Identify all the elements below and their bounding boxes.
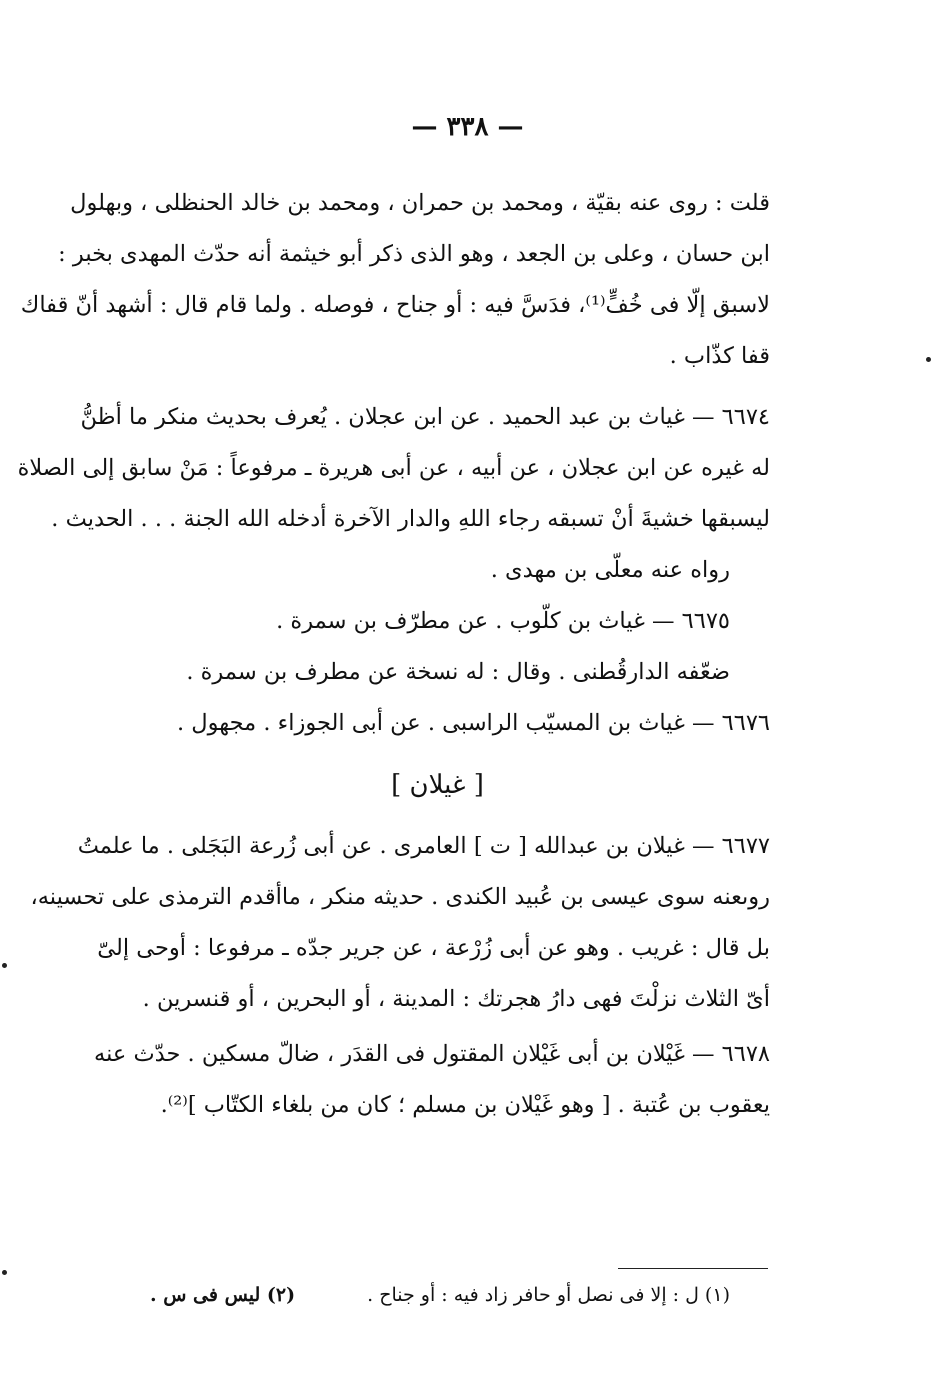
main-text xyxy=(17,178,770,1131)
text-line: ٦٦٧٤ — غياث بن عبد الحميد . عن ابن عجلان . يُعرف بحديث منكر ما أظنُّ xyxy=(80,404,770,430)
text-line: ٦٦٧٥ — غياث بن كلّوب . عن مطرّف بن سمرة . xyxy=(276,608,730,634)
text-line: قلت : روى عنه بقيّة ، ومحمد بن حمران ، ومحمد بن خالد الحنظلى ، وبهلول xyxy=(70,190,770,216)
text-line: يعقوب بن عُتبة . [ وهو غَيْلان بن مسلم ؛ كان من بلغاء الكتّاب ]⁽²⁾. xyxy=(160,1092,770,1118)
entry-6677 xyxy=(30,821,770,1025)
text-line: قفا كذّاب . xyxy=(669,343,770,369)
text-line: ٦٦٧٨ — غَيْلان بن أبى غَيْلان المقتول فى القدَر ، ضالّ مسكين . حدّث عنه xyxy=(94,1041,770,1067)
text-line: ابن حسان ، وعلى بن الجعد ، وهو الذى ذكر أبو خيثمة أنه حدّث المهدى بخبر : xyxy=(58,241,770,267)
entry-6675 xyxy=(105,596,770,698)
text-line: روىعنه سوى عيسى بن عُبيد الكندى . حديثه منكر ، ماأقدم الترمذى على تحسينه، xyxy=(30,884,770,910)
text-line: لاسبق إلّا فى خُفٍّ⁽¹⁾، فدَسَّ فيه : أو جناح ، فوصله . ولما قام قال : أشهد أنّ قفاك xyxy=(20,292,770,318)
text-line: ٦٦٧٧ — غيلان بن عبدالله [ ت ] العامرى . عن أبى زُرعة البَجَلى . ما علمتُ xyxy=(77,833,770,859)
text-line: ضعّفه الدارقُطنى . وقال : له نسخة عن مطرف بن سمرة . xyxy=(186,659,730,685)
margin-dot xyxy=(2,1270,7,1275)
entry-6678 xyxy=(94,1029,770,1131)
footnote-divider xyxy=(618,1268,768,1269)
text-line: رواه عنه معلّى بن مهدى . xyxy=(490,557,730,583)
margin-dot xyxy=(2,963,7,968)
text-line: ليسبقها خشيةَ أنْ تسبقه رجاء اللهِ والدار الآخرة أدخله الله الجنة . . . الحديث . xyxy=(51,506,770,532)
entry-6674 xyxy=(17,392,770,596)
paragraph-bahlul-note xyxy=(20,178,770,382)
footnote-2: (٢) ليس فى س . xyxy=(150,1284,296,1306)
section-heading-ghaylan: [ غيلان ] xyxy=(391,770,484,800)
text-line: له غيره عن ابن عجلان ، عن أبيه ، عن أبى هريرة ـ مرفوعاً : مَنْ سابق إلى الصلاة xyxy=(17,455,770,481)
text-line: أىّ الثلاث نزلْتَ فهى دارُ هجرتك : المدينة ، أو البحرين ، أو قنسرين . xyxy=(142,986,770,1012)
text-line: ٦٦٧٦ — غياث بن المسيّب الراسبى . عن أبى الجوزاء . مجهول . xyxy=(176,710,770,736)
margin-dot xyxy=(926,357,931,362)
text-line: بل قال : غريب . وهو عن أبى زُرْعة ، عن جرير جدّه ـ مرفوعا : أوحى إلىّ xyxy=(97,935,770,961)
page-number: — ٣٣٨ — xyxy=(411,112,524,142)
entry-6676 xyxy=(105,698,770,749)
footnote-1: (١) ل : إلا فى نصل أو حافر زاد فيه : أو جناح . xyxy=(367,1284,730,1306)
